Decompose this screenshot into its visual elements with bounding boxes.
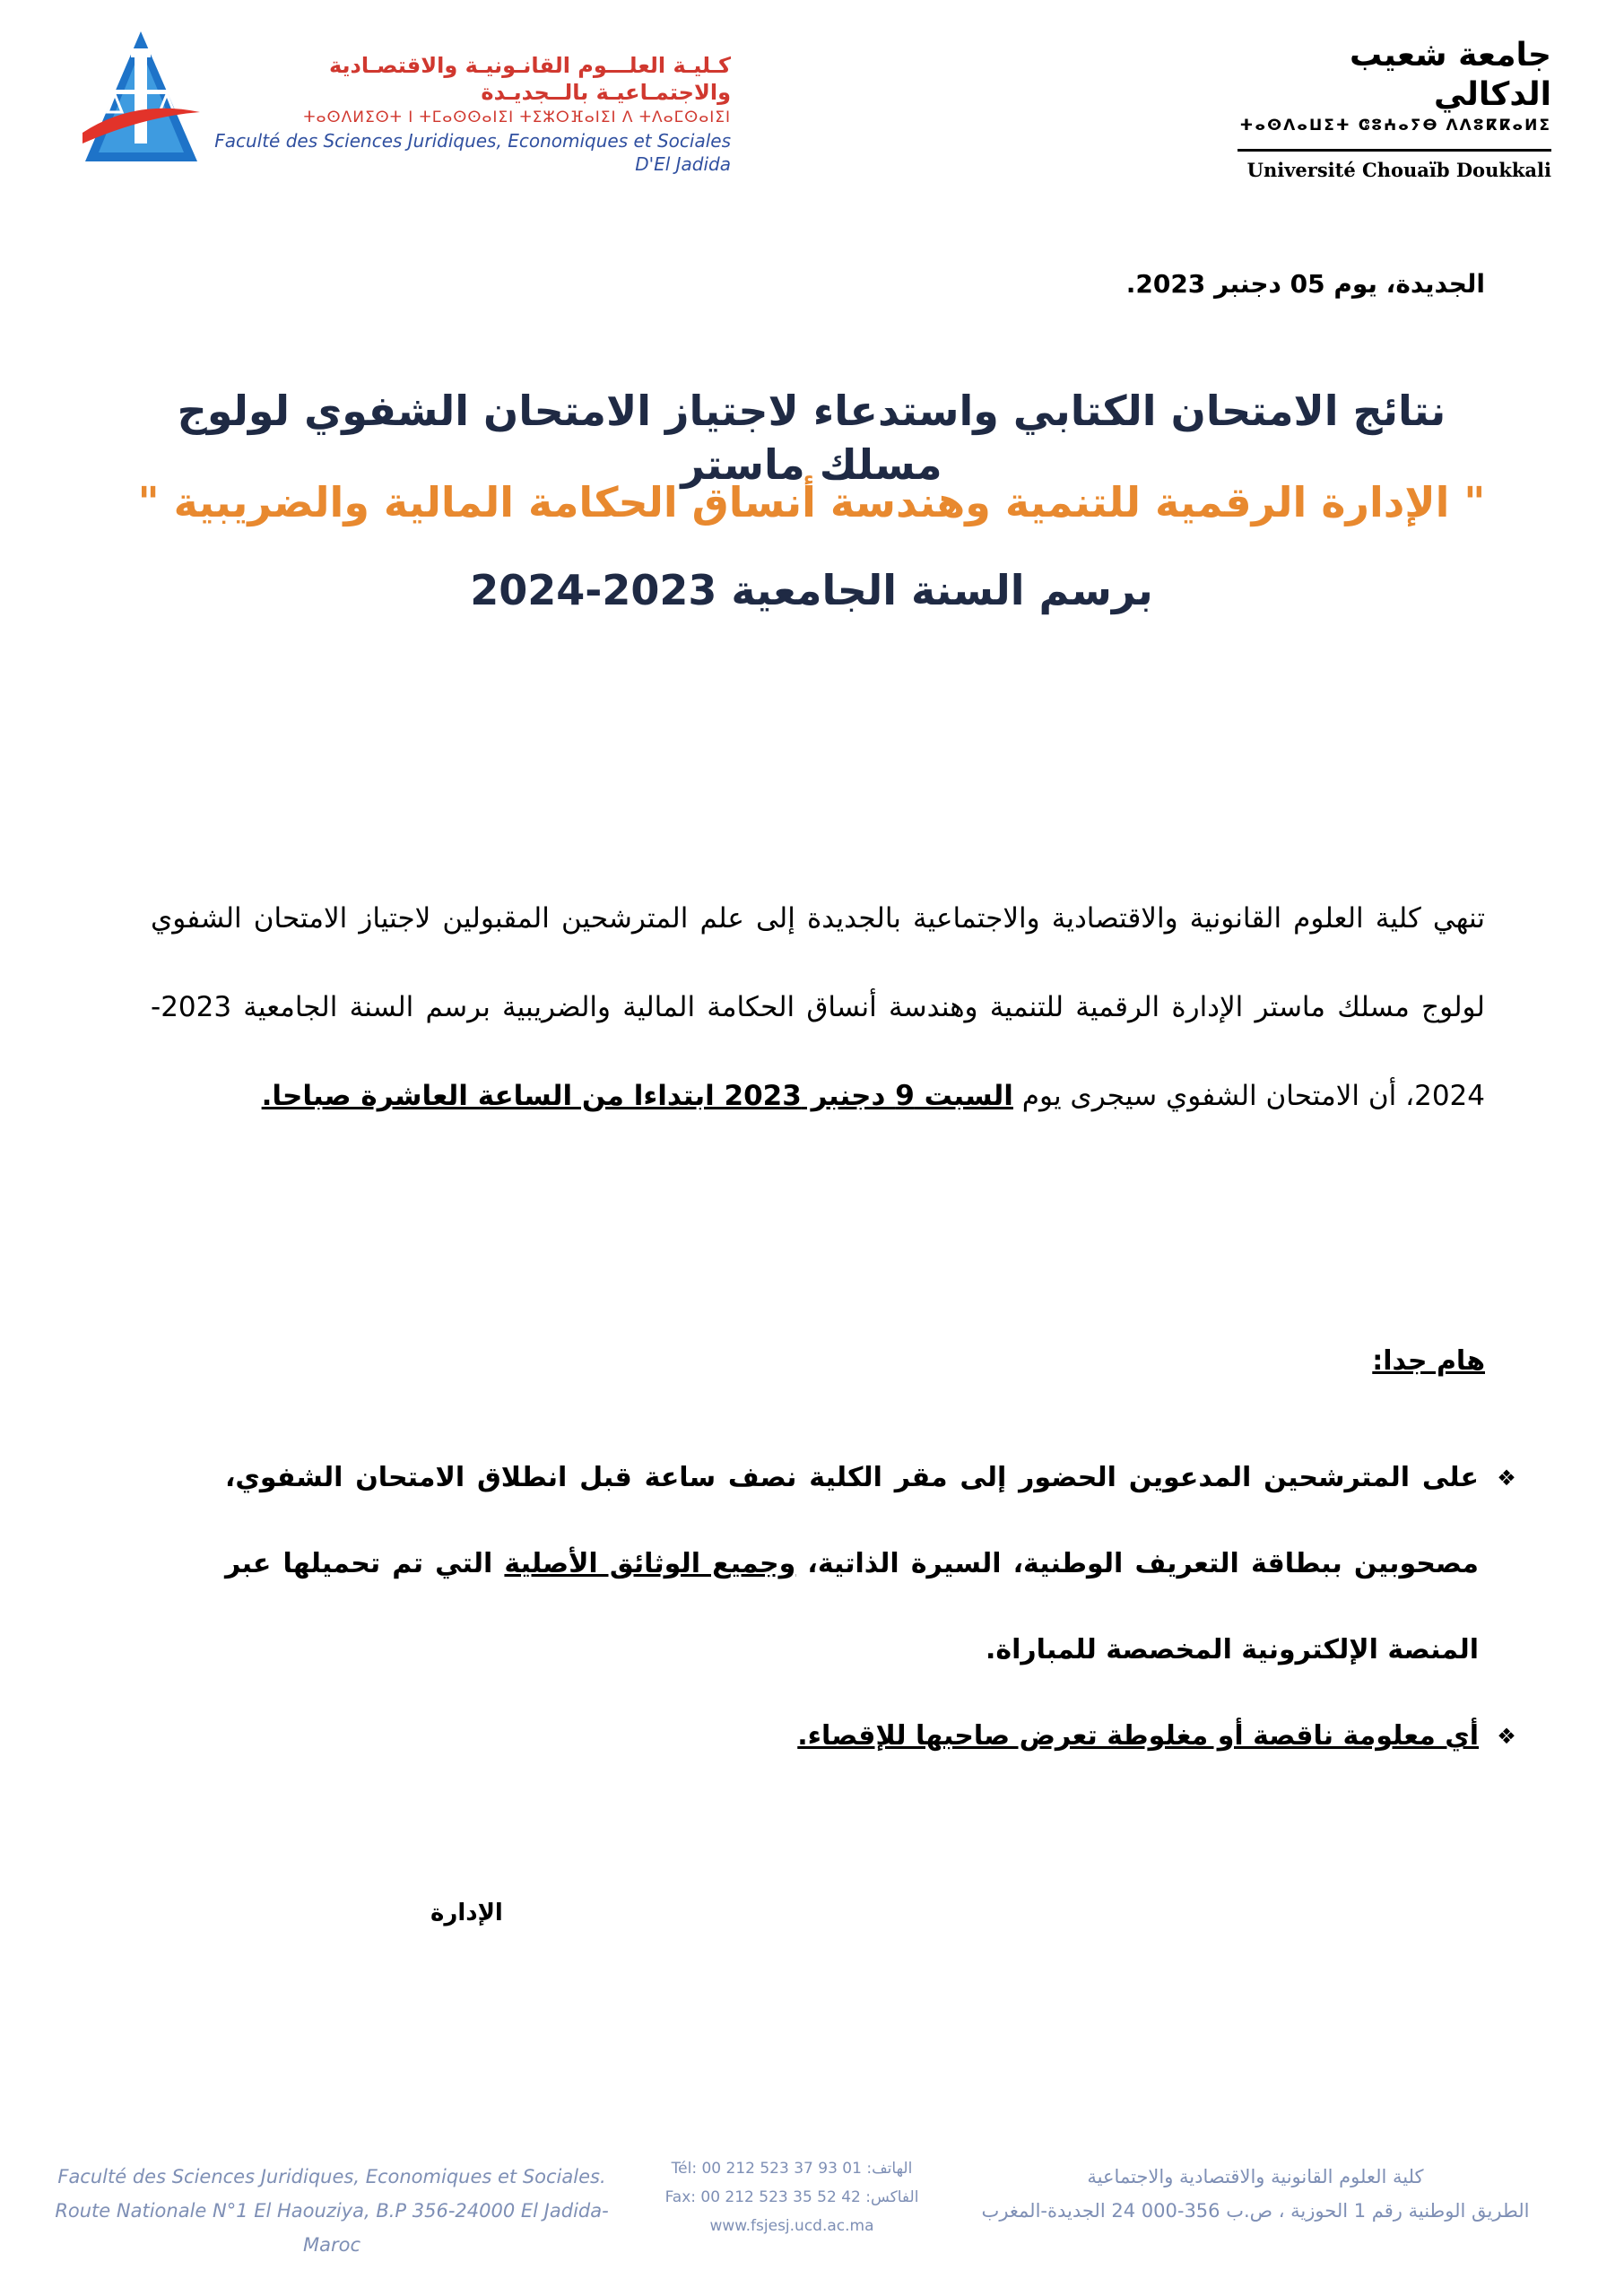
instruction-text — [225, 1435, 1479, 1693]
footer-address-french — [40, 2160, 623, 2262]
important-label: هام جدا: — [1372, 1345, 1485, 1377]
footer-faculty-arabic: كلية العلوم القانونية والاقتصادية والاجتماعية — [1087, 2166, 1424, 2187]
university-name-arabic: جامعة شعيب الدكالي — [1350, 37, 1551, 113]
footer-contact — [644, 2154, 940, 2240]
footer-website[interactable]: www.fsjesj.ucd.ac.ma — [709, 2217, 874, 2235]
instructions-list — [225, 1435, 1534, 1779]
document-date: الجديدة، يوم 05 دجنبر 2023. — [1125, 269, 1485, 299]
document-title-line3: برسم السنة الجامعية 2023-2024 — [470, 566, 1153, 614]
faculty-name-arabic: كـليـة العلـــوم القانـونيـة والاقتصـادية والاجتمـاعيـة بالــجديـدة — [328, 53, 731, 105]
footer-faculty-french: Faculté des Sciences Juridiques, Economiques et Sociales. — [57, 2166, 606, 2187]
instruction-text — [225, 1693, 1479, 1779]
footer-address-arabic — [960, 2160, 1551, 2228]
list-item — [225, 1435, 1534, 1693]
faculty-name-french: Faculté des Sciences Juridiques, Economiques et Sociales D'El Jadida — [214, 130, 731, 175]
original-documents-emphasis: وجميع الوثائق الأصلية — [504, 1548, 796, 1579]
exclusion-warning: أي معلومة ناقصة أو مغلوطة تعرض صاحبها للإقصاء. — [797, 1720, 1479, 1752]
exam-date-emphasis: السبت 9 دجنبر 2023 ابتداءا من الساعة العاشرة صباحا. — [261, 1080, 1013, 1112]
faculty-name-block — [202, 52, 731, 176]
document-title-line2: " الإدارة الرقمية للتنمية وهندسة أنساق الحكامة المالية والضريبية " — [137, 478, 1486, 526]
announcement-text: تنهي كلية العلوم القانونية والاقتصادية والاجتماعية بالجديدة إلى علم المترشحين المقبولين لاجتياز الامتحان الشفوي لولوج مسلك ماستر الإدارة الرقمية للتنمية وهندسة أنساق الحكامة المالية والضريبية برسم السنة الجامعية 2023-2024، أن الامتحان الشفوي سيجرى يوم — [151, 902, 1485, 1112]
faculty-name-tifinagh: ⵜⴰⵙⴷⵍⵉⵙⵜ ⵏ ⵜⵎⴰⵙⵙⴰⵏⵉⵏ ⵜⵉⵣⵔⴼⴰⵏⵉⵏ ⴷ ⵜⴷⴰⵎⵙⴰⵏⵉⵏ — [303, 109, 731, 126]
university-name-french: Université Chouaïb Doukkali — [1246, 159, 1551, 181]
footer-road-french: Route Nationale N°1 El Haouziya, B.P 356-24000 El Jadida-Maroc — [55, 2200, 609, 2256]
announcement-paragraph — [151, 874, 1485, 1141]
university-logo — [1238, 36, 1551, 181]
signature: الإدارة — [430, 1900, 503, 1926]
instruction-part: التي تم تحميلها عبر المنصة الإلكترونية المخصصة للمباراة. — [225, 1548, 1479, 1665]
diamond-bullet-icon: ❖ — [1497, 1465, 1516, 1491]
list-item — [225, 1693, 1534, 1779]
footer-road-arabic: الطريق الوطنية رقم 1 الحوزية ، ص.ب 356-000 24 الجديدة-المغرب — [981, 2200, 1530, 2222]
instruction-part: على المترشحين المدعوين الحضور إلى مقر الكلية نصف ساعة قبل انطلاق الامتحان الشفوي، مصحوبين ببطاقة التعريف الوطنية، السيرة الذاتية، — [225, 1462, 1480, 1579]
university-divider — [1238, 149, 1551, 152]
footer-fax: Fax: 00 212 523 35 52 42 :الفاكس — [664, 2188, 919, 2206]
document-title-line1: نتائج الامتحان الكتابي واستدعاء لاجتياز الامتحان الشفوي لولوج مسلك ماستر — [177, 387, 1446, 489]
university-name-tifinagh: ⵜⴰⵙⴷⴰⵡⵉⵜ ⵛⵓⵄⴰⵢⴱ ⴷⴷⵓⴽⴽⴰⵍⵉ — [1239, 117, 1551, 135]
faculty-logo — [81, 27, 202, 166]
footer-phone: Tél: 00 212 523 37 93 01 :الهاتف — [671, 2160, 913, 2178]
diamond-bullet-icon: ❖ — [1497, 1724, 1516, 1749]
